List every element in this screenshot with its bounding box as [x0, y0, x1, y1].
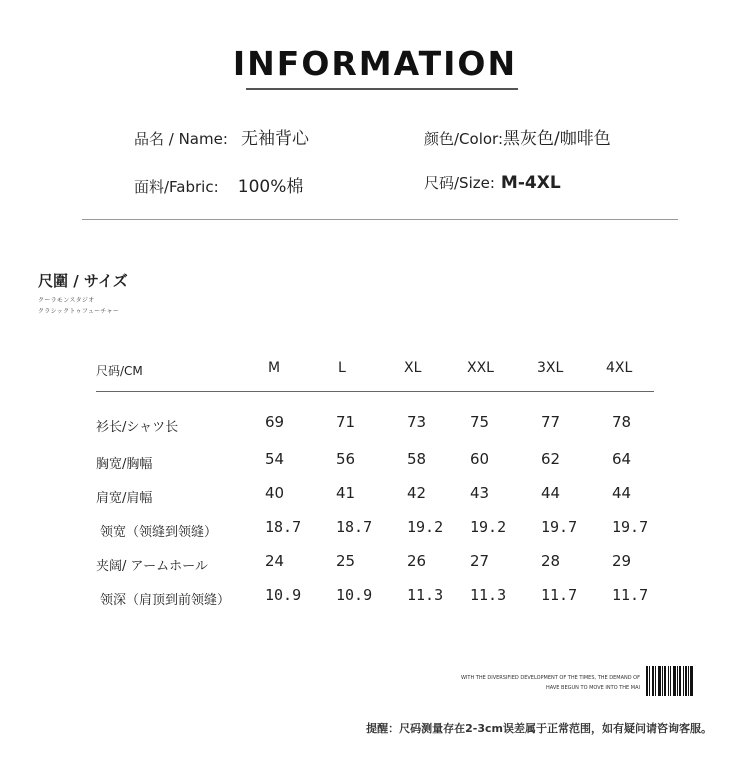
table-row-label: 胸宽/胸幅: [96, 457, 153, 472]
table-header-size: XXL: [467, 360, 494, 376]
table-row-label: 夹阔/ アームホール: [96, 559, 208, 574]
table-cell: 26: [407, 552, 427, 570]
table-header-size: XL: [404, 360, 422, 376]
table-cell: 58: [407, 450, 427, 468]
table-cell: 56: [336, 450, 356, 468]
table-header-size: L: [338, 360, 346, 376]
table-cell: 11.3: [407, 586, 444, 604]
table-header-rule: [96, 391, 654, 392]
size-chart-subtitle-2: クラシックトゥフューチャー: [38, 308, 120, 315]
table-cell: 11.7: [612, 586, 649, 604]
table-cell: 75: [470, 413, 490, 431]
table-cell: 18.7: [336, 518, 373, 536]
table-cell: 60: [470, 450, 490, 468]
footer-tagline-1: WITH THE DIVERSIFIED DEVELOPMENT OF THE TIMES, THE DEMAND OF: [461, 675, 640, 681]
table-cell: 19.7: [541, 518, 578, 536]
table-cell: 19.7: [612, 518, 649, 536]
table-header-size: 4XL: [606, 360, 633, 376]
size-chart-heading: 尺圍 / サイズ: [38, 272, 128, 290]
table-row-label: 领宽（领缝到领缝）: [100, 525, 218, 540]
table-cell: 40: [265, 484, 285, 502]
table-row-label: 领深（肩顶到前领缝）: [100, 593, 231, 608]
table-cell: 19.2: [407, 518, 444, 536]
table-cell: 10.9: [265, 586, 302, 604]
table-cell: 69: [265, 413, 285, 431]
size-chart-subtitle-1: クーラモンスタジオ: [38, 297, 95, 304]
table-cell: 11.3: [470, 586, 507, 604]
name-value: 无袖背心: [241, 129, 309, 149]
table-cell: 64: [612, 450, 632, 468]
table-header-size: M: [268, 360, 281, 376]
table-cell: 43: [470, 484, 490, 502]
table-cell: 78: [612, 413, 632, 431]
table-cell: 27: [470, 552, 490, 570]
fabric-field: [134, 172, 303, 197]
table-cell: 10.9: [336, 586, 373, 604]
size-label: 尺码/Size:: [424, 174, 495, 192]
table-header-size: 3XL: [537, 360, 564, 376]
table-cell: 41: [336, 484, 356, 502]
color-field: [424, 124, 611, 149]
table-row-label: 衫长/シャツ长: [96, 420, 179, 435]
table-cell: 44: [541, 484, 561, 502]
name-label: 品名 / Name:: [134, 130, 228, 148]
table-cell: 28: [541, 552, 561, 570]
table-cell: 73: [407, 413, 427, 431]
size-value: M-4XL: [500, 173, 561, 193]
size-field: [424, 172, 561, 193]
table-cell: 24: [265, 552, 285, 570]
color-label: 颜色/Color:: [424, 130, 504, 148]
table-cell: 54: [265, 450, 285, 468]
table-cell: 77: [541, 413, 561, 431]
color-value: 黑灰色/咖啡色: [503, 129, 611, 149]
table-cell: 29: [612, 552, 632, 570]
table-header-unit: 尺码/CM: [96, 364, 143, 378]
fabric-label: 面料/Fabric:: [134, 178, 219, 196]
table-cell: 42: [407, 484, 427, 502]
fabric-value: 100%棉: [237, 177, 304, 197]
barcode-graphic: [646, 666, 694, 696]
title-underline: [246, 88, 518, 90]
table-cell: 18.7: [265, 518, 302, 536]
name-field: [134, 124, 309, 149]
section-divider: [82, 219, 678, 220]
table-cell: 25: [336, 552, 356, 570]
table-row-label: 肩宽/肩幅: [96, 491, 153, 506]
table-cell: 19.2: [470, 518, 507, 536]
table-cell: 62: [541, 450, 561, 468]
table-cell: 44: [612, 484, 632, 502]
table-cell: 11.7: [541, 586, 578, 604]
measurement-note: 提醒：尺码测量存在2-3cm误差属于正常范围，如有疑问请咨询客服。: [366, 722, 712, 735]
table-cell: 71: [336, 413, 356, 431]
page-title: INFORMATION: [232, 44, 518, 83]
footer-tagline-2: HAVE BEGUN TO MOVE INTO THE MAI: [546, 685, 640, 691]
